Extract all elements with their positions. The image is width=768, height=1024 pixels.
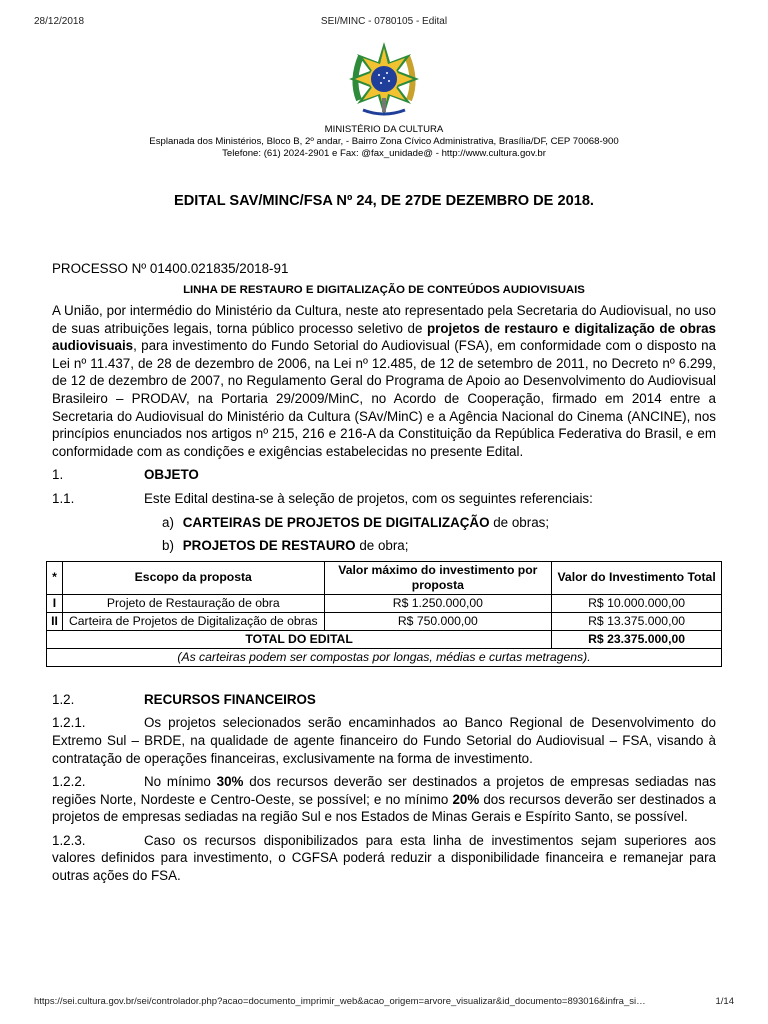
print-footer <box>34 996 734 1010</box>
table-cell: R$ 13.375.000,00 <box>552 612 722 630</box>
table-cell: I <box>47 594 63 612</box>
table-row <box>47 594 722 612</box>
table-cell: R$ 750.000,00 <box>324 612 552 630</box>
linha-title: LINHA DE RESTAURO E DIGITALIZAÇÃO DE CONTEÚDOS AUDIOVISUAIS <box>183 284 585 296</box>
table-cell: R$ 1.250.000,00 <box>324 594 552 612</box>
coat-of-arms-icon <box>345 40 423 118</box>
document <box>52 40 716 885</box>
section-1-2-1: 1.2.1. Os projetos selecionados serão encaminhados ao Banco Regional de Desenvolvimento do Extremo Sul – BRDE, na qualidade de agente financeiro do Fundo Setorial do Audiovisual – FSA, visando à contratação de operações financeiras, exclusivamente na forma de investimento. <box>52 715 716 766</box>
investment-table <box>46 561 722 667</box>
section-1-1: 1.1. Este Edital destina-se à seleção de projetos, com os seguintes referenciais: <box>52 490 593 506</box>
section-1-2-3: 1.2.3. Caso os recursos disponibilizados para esta linha de investimentos sejam superiores aos valores definidos para investimento, o CGFSA poderá reduzir a disponibilidade financeira e remanejar para outras ações do FSA. <box>52 832 716 884</box>
table-cell: II <box>47 612 63 630</box>
table-cell: Carteira de Projetos de Digitalização de obras <box>62 612 324 630</box>
print-header <box>34 16 734 30</box>
print-date: 28/12/2018 <box>34 16 85 27</box>
sub-item-a: a) CARTEIRAS DE PROJETOS DE DIGITALIZAÇÃO de obras; <box>162 514 550 530</box>
page-number: 1/14 <box>715 996 734 1007</box>
ministry-address: Esplanada dos Ministérios, Bloco B, 2º andar, - Bairro Zona Cívico Administrativa, Brasília/DF, CEP 70068-900 <box>149 136 619 147</box>
section-1-2-2: 1.2.2. No mínimo 30% dos recursos deverão ser destinados a projetos de empresas sediadas nas regiões Norte, Nordeste e Centro-Oeste, se possível; e no mínimo 20% dos recursos deverão ser destinados a projetos de empresas sediadas na região Sul e nos Estados de Minas Gerais e Espírito Santo, se possível. <box>52 774 716 825</box>
intro-paragraph: A União, por intermédio do Ministério da Cultura, neste ato representado pela Secretaria do Audiovisual, no uso de suas atribuições legais, torna público processo seletivo de projetos de restauro e digitalização de obras audiovisuais, para investimento do Fundo Setorial do Audiovisual (FSA), em conformidade com o disposto na Lei nº 11.437, de 28 de dezembro de 2006, na Lei nº 12.485, de 12 de setembro de 2011, no Decreto nº 6.299, de 12 de dezembro de 2007, no Regulamento Geral do Programa de Apoio ao Desenvolvimento do Audiovisual Brasileiro – PRODAV, na Portaria 29/2009/MinC, no Acordo de Cooperação, firmado em 2014 entre a Secretaria do Audiovisual do Ministério da Cultura (SAv/MinC) e a Agência Nacional do Cinema (ANCINE), nos princípios enunciados nos artigos nº 215, 216 e 216-A da Constituição da República Federativa do Brasil, e em conformidade com as condições e exigências estabelecidas no presente Edital. <box>52 303 717 459</box>
section-1-heading: 1. OBJETO <box>52 467 199 483</box>
table-cell: R$ 10.000.000,00 <box>552 594 722 612</box>
edital-title: EDITAL SAV/MINC/FSA Nº 24, DE 27DE DEZEMBRO DE 2018. <box>174 193 594 209</box>
ministry-phone: Telefone: (61) 2024-2901 e Fax: @fax_unidade@ - http://www.cultura.gov.br <box>222 148 546 159</box>
table-header: * <box>47 561 63 594</box>
table-note: (As carteiras podem ser compostas por longas, médias e curtas metragens). <box>47 648 722 666</box>
table-total-value: R$ 23.375.000,00 <box>552 630 722 648</box>
section-1-2-heading: 1.2. RECURSOS FINANCEIROS <box>52 691 316 707</box>
table-total-label: TOTAL DO EDITAL <box>47 630 552 648</box>
table-header: Valor do Investimento Total <box>552 561 722 594</box>
ministry-name: MINISTÉRIO DA CULTURA <box>324 124 444 135</box>
sub-item-b: b) PROJETOS DE RESTAURO de obra; <box>162 538 409 554</box>
processo-number: PROCESSO Nº 01400.021835/2018-91 <box>52 261 289 276</box>
table-cell: Projeto de Restauração de obra <box>62 594 324 612</box>
print-url[interactable]: https://sei.cultura.gov.br/sei/controlador.php?acao=documento_imprimir_web&acao_origem=arvore_visualizar&id_documento=893016&infra_si… <box>34 996 646 1007</box>
table-header: Valor máximo do investimento por proposta <box>324 561 552 594</box>
table-row <box>47 612 722 630</box>
print-title: SEI/MINC - 0780105 - Edital <box>320 16 448 27</box>
table-header-row <box>47 561 722 594</box>
table-total-row <box>47 630 722 648</box>
table-header: Escopo da proposta <box>62 561 324 594</box>
table-note-row <box>47 648 722 666</box>
